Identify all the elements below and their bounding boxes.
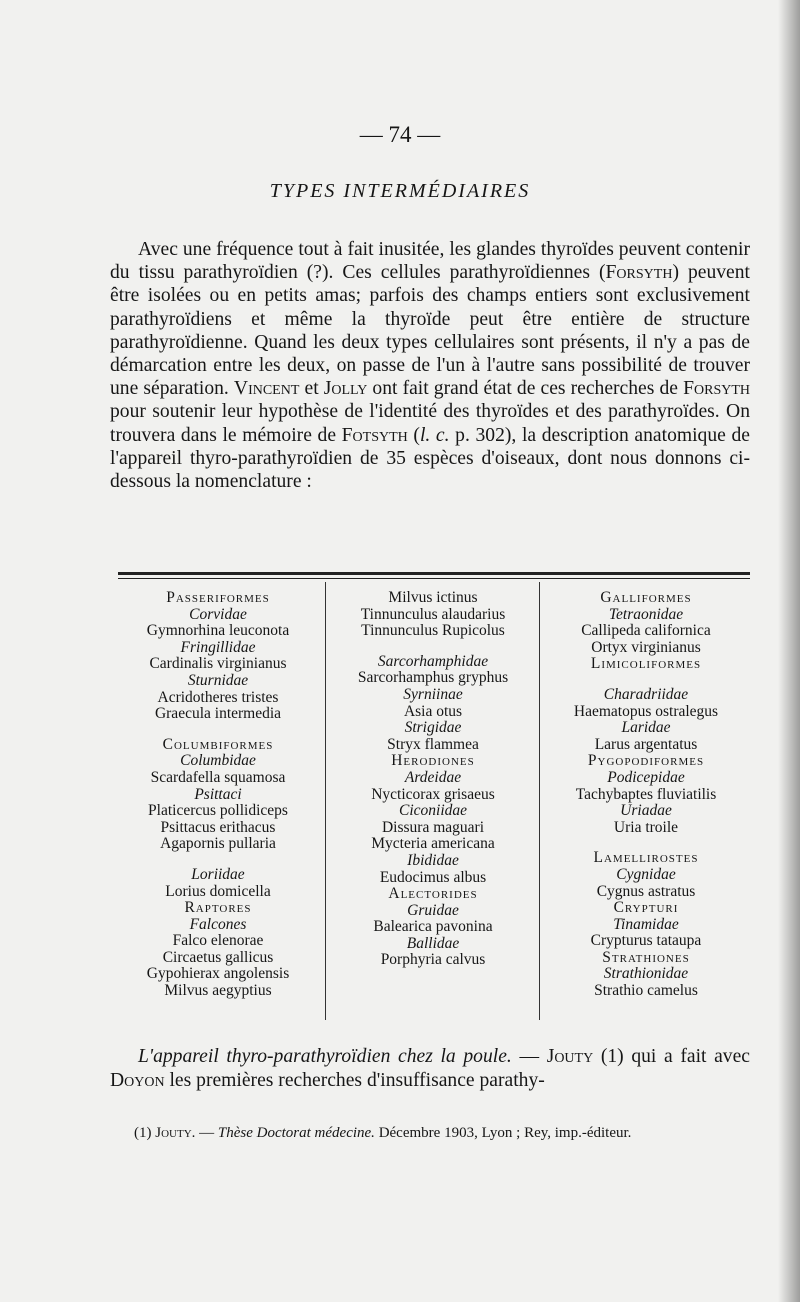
- taxon-family: Charadriidae: [603, 685, 689, 703]
- column-divider-2: [539, 582, 540, 1020]
- taxon-species: Dissura maguari: [381, 818, 484, 836]
- taxon-family: Uriadae: [620, 802, 672, 820]
- author-forsyth: Forsyth: [605, 262, 673, 284]
- taxon-family: Fringillidae: [180, 638, 256, 656]
- column-divider-1: [325, 582, 326, 1020]
- taxon-species: Circaetus gallicus: [162, 948, 274, 966]
- footnote-dash: . —: [191, 1125, 218, 1141]
- taxon-species: Eudocimus albus: [379, 868, 487, 886]
- taxon-order: Columbiformes: [162, 735, 274, 753]
- taxon-species: Gymnorhina leuconota: [146, 622, 290, 640]
- taxon-order: Galliformes: [600, 589, 692, 606]
- taxon-species: Haematopus ostralegus: [573, 702, 719, 720]
- taxon-order: Raptores: [184, 899, 252, 917]
- closing-title: L'appareil thyro-parathyroïdien chez la poule.: [138, 1046, 512, 1067]
- taxon-species: Acridotheres tristes: [157, 688, 279, 706]
- footnote-title: Thèse Doctorat médecine.: [217, 1125, 375, 1141]
- taxon-species: Gypohierax angolensis: [146, 965, 290, 983]
- author-vincent: Vincent: [233, 378, 300, 400]
- taxon-species: Graecula intermedia: [154, 705, 282, 723]
- taxon-species: Scardafella squamosa: [150, 768, 286, 786]
- taxon-species: Stryx flammea: [387, 735, 479, 753]
- footnote-marker: (1): [134, 1125, 156, 1141]
- taxon-order: Limicoliformes: [590, 655, 702, 673]
- taxon-family: Strigidae: [404, 719, 462, 737]
- taxon-family: Tinamidae: [613, 915, 679, 933]
- taxon-species: Porphyria calvus: [380, 951, 486, 969]
- author-jolly: Jolly: [323, 378, 368, 400]
- taxon-species: Strathio camelus: [594, 982, 698, 1000]
- taxon-species: Cygnus astratus: [596, 882, 696, 900]
- taxon-family: Laridae: [621, 719, 671, 737]
- taxon-species: Psittacus erithacus: [160, 818, 276, 836]
- taxon-family: Loriidae: [191, 865, 245, 883]
- taxon-species: Mycteria americana: [371, 835, 495, 853]
- taxon-family: Cygnidae: [616, 865, 676, 883]
- taxon-family: Gruidae: [407, 901, 459, 919]
- footnote-rest: Décembre 1903, Lyon ; Rey, imp.-éditeur.: [374, 1125, 632, 1141]
- taxon-species: Milvus aegyptius: [164, 982, 272, 1000]
- taxon-species: Tinnunculus Rupicolus: [361, 622, 505, 640]
- intro-text-4: ont fait grand état de ces recherches de: [367, 378, 684, 400]
- taxon-order: Alectorides: [388, 885, 478, 903]
- taxon-species: Falco elenorae: [172, 932, 264, 950]
- taxon-family: Ibididae: [407, 851, 459, 869]
- table-top-rule: [118, 572, 750, 575]
- section-heading: TYPES INTERMÉDIAIRES: [269, 180, 531, 202]
- taxon-family: Ciconiidae: [398, 802, 468, 820]
- taxon-species: Asia otus: [403, 702, 463, 720]
- page-number: — 74 —: [359, 122, 441, 147]
- taxon-family: Corvidae: [189, 605, 247, 623]
- intro-text-3: et: [299, 378, 324, 400]
- taxon-order: Pygopodiformes: [587, 752, 705, 770]
- taxon-order: Passeriformes: [166, 589, 270, 606]
- taxon-family: Syrniinae: [403, 685, 463, 703]
- taxon-species: Nycticorax grisaeus: [371, 785, 495, 803]
- taxon-family: Podicepidae: [607, 768, 685, 786]
- author-doyon: Doyon: [110, 1070, 165, 1091]
- footnote-author: Jouty: [155, 1125, 192, 1141]
- taxon-species: Cardinalis virginianus: [149, 655, 287, 673]
- nomenclature-column-3: [541, 590, 751, 1000]
- taxon-family: Strathionidae: [603, 965, 689, 983]
- taxon-species: Crypturus tataupa: [590, 932, 702, 950]
- intro-paragraph: [110, 238, 750, 493]
- footnote: [110, 1124, 750, 1142]
- taxon-order: Herodiones: [391, 752, 475, 770]
- taxon-order: Crypturi: [613, 899, 679, 917]
- taxon-species: Callipeda californica: [581, 622, 711, 640]
- taxon-species: Sarcorhamphus gryphus: [357, 669, 509, 687]
- taxon-family: Ardeidae: [404, 768, 462, 786]
- taxon-family: Tetraonidae: [608, 605, 684, 623]
- taxon-species: Uria troile: [613, 818, 679, 836]
- intro-text-6: (: [407, 424, 420, 446]
- taxon-species: Balearica pavonina: [373, 918, 493, 936]
- closing-dash: —: [511, 1046, 547, 1067]
- intro-text-1: Avec une fréquence tout à fait inusitée, les glandes thyroïdes peuvent contenir du tissu parathyroïdien (?). Ces cellules parathyroïdiennes (: [110, 239, 750, 284]
- intro-text-2: ) peuvent être isolées ou en petits amas; parfois des champs entiers sont exclusivement parathyroïdiens et même la thyroïde peut être entière de structure parathyroïdienne. Quand les deux types cellulaires sont présents, il n'y a pas de démarcation entre les deux, on passe de l'un à l'autre sans possibilité de trouver une séparation.: [110, 262, 750, 400]
- nomenclature-column-2: [328, 590, 538, 969]
- taxon-family: Sarcorhamphidae: [377, 652, 489, 670]
- closing-text-1: (1) qui a fait avec: [593, 1046, 750, 1067]
- table-top-rule-thin: [118, 578, 750, 579]
- taxon-species: Ortyx virginianus: [591, 638, 701, 656]
- taxon-order: Strathiones: [602, 948, 690, 966]
- intro-text-7: p. 302), la description anatomique de l'appareil thyro-parathyroïdien de 35 espèces d'oiseaux, dont nous donnons ci-dessous la nomenclature :: [110, 424, 750, 493]
- author-forsyth-2: Forsyth: [683, 378, 750, 400]
- taxon-family: Falcones: [189, 915, 247, 933]
- taxon-family: Psittaci: [194, 785, 242, 803]
- nomenclature-column-1: [112, 590, 324, 1000]
- taxon-species: Tinnunculus alaudarius: [360, 605, 506, 623]
- closing-paragraph: [110, 1045, 750, 1093]
- taxon-family: Columbidae: [180, 752, 256, 770]
- taxon-species: Tachybaptes fluviatilis: [575, 785, 717, 803]
- intro-text-5: pour soutenir leur hypothèse de l'identité des thyroïdes et des parathyroïdes. On trouvera dans le mémoire de: [110, 401, 750, 446]
- taxon-species: Milvus ictinus: [388, 589, 478, 606]
- author-jouty: Jouty: [546, 1046, 594, 1067]
- taxon-species: Larus argentatus: [594, 735, 698, 753]
- taxon-order: Lamellirostes: [593, 849, 699, 867]
- taxon-family: Sturnidae: [187, 671, 249, 689]
- taxon-species: Platicercus pollidiceps: [148, 802, 288, 820]
- taxon-species: Lorius domicella: [165, 882, 271, 900]
- loc-cit: l. c.: [419, 424, 450, 446]
- closing-text-2: les premières recherches d'insuffisance parathy-: [164, 1070, 545, 1091]
- author-fotsyth: Fotsyth: [341, 424, 408, 446]
- taxon-family: Ballidae: [406, 934, 460, 952]
- taxon-species: Agapornis pullaria: [160, 835, 276, 853]
